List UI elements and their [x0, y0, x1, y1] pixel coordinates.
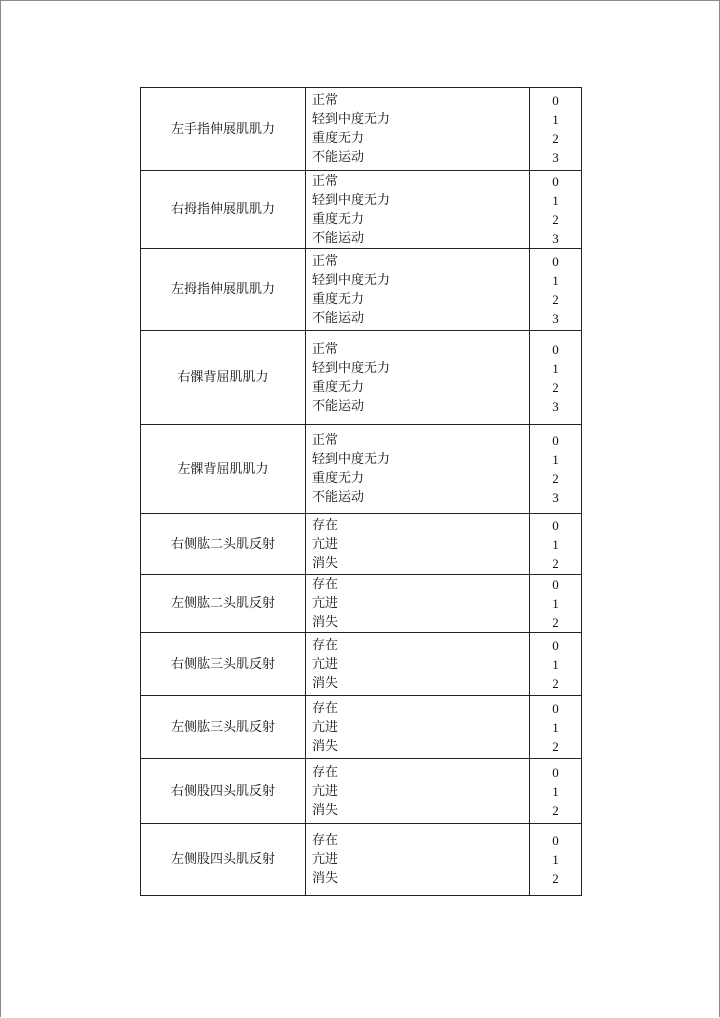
- option-label: 亢进: [312, 719, 339, 735]
- table-row: [141, 331, 582, 425]
- score-value: 1: [552, 360, 559, 376]
- score-value: 1: [552, 452, 559, 467]
- scores-cell: [530, 425, 582, 514]
- scores-cell: [530, 249, 582, 331]
- option-label: 轻到中度无力: [312, 112, 391, 127]
- option-label: 亢进: [312, 536, 339, 552]
- scores-cell: [530, 824, 582, 896]
- score-value: 0: [552, 517, 559, 533]
- option-label: 正常: [312, 93, 339, 108]
- score-value: 0: [552, 341, 559, 357]
- option-label: 亢进: [312, 852, 339, 867]
- score-value: 3: [552, 310, 559, 326]
- score-value: 0: [552, 93, 559, 108]
- option-label: 存在: [312, 517, 339, 533]
- assessment-table: [140, 87, 582, 896]
- options-cell: [306, 249, 530, 331]
- option-label: 消失: [312, 802, 339, 818]
- score-value: 1: [552, 852, 559, 867]
- score-value: 2: [552, 802, 559, 818]
- option-label: 消失: [312, 738, 339, 754]
- table-row: [141, 88, 582, 171]
- score-value: 1: [552, 272, 559, 288]
- option-label: 重度无力: [312, 131, 365, 146]
- option-label: 轻到中度无力: [312, 192, 391, 208]
- score-value: 0: [552, 173, 559, 189]
- score-value: 2: [552, 291, 559, 307]
- option-label: 正常: [312, 253, 339, 269]
- option-label: 正常: [312, 173, 339, 189]
- score-value: 1: [552, 783, 559, 799]
- item-name-cell: 左侧肱三头肌反射: [141, 696, 306, 759]
- score-value: 3: [552, 150, 559, 165]
- score-value: 1: [552, 112, 559, 127]
- item-name-cell: 右侧肱二头肌反射: [141, 514, 306, 575]
- item-name-cell: 右侧股四头肌反射: [141, 759, 306, 824]
- scores-cell: [530, 575, 582, 633]
- score-value: 0: [552, 433, 559, 448]
- score-value: 2: [552, 738, 559, 754]
- option-label: 重度无力: [312, 211, 365, 227]
- option-label: 不能运动: [312, 230, 365, 246]
- score-value: 0: [552, 833, 559, 848]
- options-cell: [306, 824, 530, 896]
- option-label: 不能运动: [312, 310, 365, 326]
- options-cell: [306, 514, 530, 575]
- table-row: [141, 633, 582, 696]
- option-label: 消失: [312, 871, 339, 886]
- options-cell: [306, 171, 530, 249]
- scores-cell: [530, 759, 582, 824]
- scores-cell: [530, 88, 582, 171]
- score-value: 0: [552, 764, 559, 780]
- table-row: [141, 824, 582, 896]
- item-name-cell: 右髁背屈肌肌力: [141, 331, 306, 425]
- option-label: 亢进: [312, 596, 339, 611]
- option-label: 消失: [312, 675, 339, 691]
- option-label: 重度无力: [312, 471, 365, 486]
- assessment-table-body: [141, 88, 582, 896]
- item-name-cell: 左侧肱二头肌反射: [141, 575, 306, 633]
- scores-cell: [530, 331, 582, 425]
- score-value: 1: [552, 656, 559, 672]
- options-cell: [306, 633, 530, 696]
- score-value: 1: [552, 719, 559, 735]
- options-cell: [306, 331, 530, 425]
- score-value: 2: [552, 675, 559, 691]
- score-value: 3: [552, 230, 559, 246]
- score-value: 1: [552, 192, 559, 208]
- option-label: 存在: [312, 833, 339, 848]
- score-value: 2: [552, 211, 559, 227]
- options-cell: [306, 696, 530, 759]
- scores-cell: [530, 633, 582, 696]
- option-label: 重度无力: [312, 379, 365, 395]
- option-label: 轻到中度无力: [312, 452, 391, 467]
- score-value: 3: [552, 490, 559, 505]
- option-label: 存在: [312, 577, 339, 592]
- options-cell: [306, 759, 530, 824]
- option-label: 重度无力: [312, 291, 365, 307]
- option-label: 不能运动: [312, 150, 365, 165]
- option-label: 不能运动: [312, 490, 365, 505]
- score-value: 3: [552, 398, 559, 414]
- option-label: 轻到中度无力: [312, 360, 391, 376]
- option-label: 正常: [312, 433, 339, 448]
- option-label: 存在: [312, 700, 339, 716]
- scores-cell: [530, 696, 582, 759]
- item-name-cell: 左侧股四头肌反射: [141, 824, 306, 896]
- score-value: 2: [552, 555, 559, 571]
- table-row: [141, 759, 582, 824]
- item-name-cell: 左髁背屈肌肌力: [141, 425, 306, 514]
- option-label: 存在: [312, 637, 339, 653]
- score-value: 0: [552, 253, 559, 269]
- score-value: 1: [552, 536, 559, 552]
- table-row: [141, 514, 582, 575]
- option-label: 存在: [312, 764, 339, 780]
- options-cell: [306, 425, 530, 514]
- option-label: 亢进: [312, 783, 339, 799]
- option-label: 不能运动: [312, 398, 365, 414]
- score-value: 0: [552, 700, 559, 716]
- score-value: 2: [552, 131, 559, 146]
- table-row: [141, 249, 582, 331]
- option-label: 正常: [312, 341, 339, 357]
- table-row: [141, 171, 582, 249]
- scores-cell: [530, 171, 582, 249]
- table-row: [141, 425, 582, 514]
- score-value: 2: [552, 615, 559, 630]
- options-cell: [306, 575, 530, 633]
- score-value: 2: [552, 871, 559, 886]
- option-label: 消失: [312, 555, 339, 571]
- score-value: 2: [552, 379, 559, 395]
- option-label: 轻到中度无力: [312, 272, 391, 288]
- score-value: 0: [552, 637, 559, 653]
- options-cell: [306, 88, 530, 171]
- item-name-cell: 左拇指伸展肌肌力: [141, 249, 306, 331]
- option-label: 消失: [312, 615, 339, 630]
- table-row: [141, 696, 582, 759]
- item-name-cell: 右侧肱三头肌反射: [141, 633, 306, 696]
- score-value: 0: [552, 577, 559, 592]
- item-name-cell: 左手指伸展肌肌力: [141, 88, 306, 171]
- score-value: 2: [552, 471, 559, 486]
- score-value: 1: [552, 596, 559, 611]
- scores-cell: [530, 514, 582, 575]
- option-label: 亢进: [312, 656, 339, 672]
- table-row: [141, 575, 582, 633]
- item-name-cell: 右拇指伸展肌肌力: [141, 171, 306, 249]
